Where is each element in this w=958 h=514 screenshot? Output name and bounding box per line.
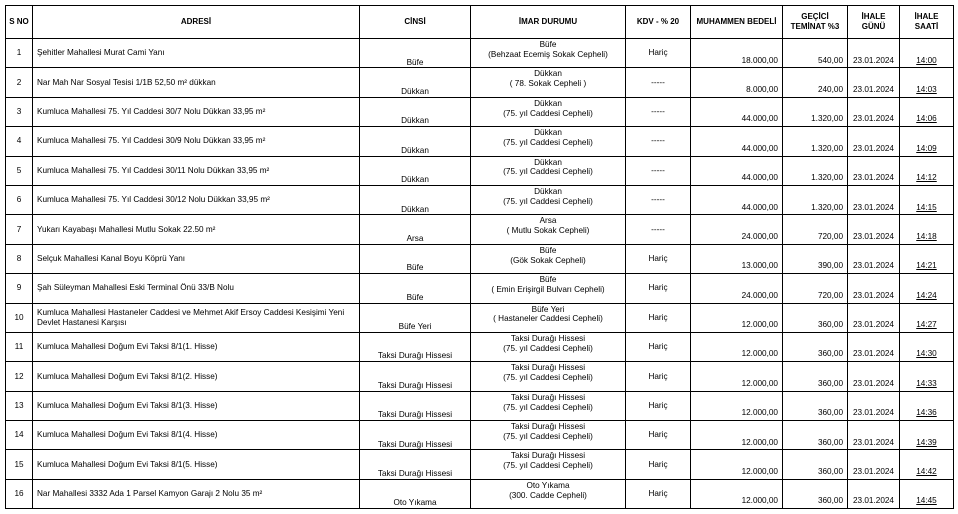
row-deposit-cell: 360,00 [783, 332, 848, 361]
row-address-cell: Selçuk Mahallesi Kanal Boyu Köprü Yanı [33, 244, 360, 273]
zoning-line-1: Taksi Durağı Hissesi [510, 422, 586, 432]
row-deposit-cell: 1.320,00 [783, 97, 848, 126]
zoning-line-2: ( Emin Erişirgil Bulvarı Cepheli) [491, 284, 605, 294]
row-time-cell: 14:00 [900, 39, 954, 68]
table-body [6, 39, 954, 509]
row-vat-cell: ----- [626, 68, 691, 97]
row-zoning-cell [471, 185, 626, 214]
header-row [6, 6, 954, 39]
zoning-line-2: (75. yıl Caddesi Cepheli) [503, 373, 593, 383]
zoning-line-1: Büfe [539, 40, 557, 49]
table-row [6, 68, 954, 97]
zoning-line-1: Dükkan [534, 128, 562, 138]
row-price-cell: 44.000,00 [691, 185, 783, 214]
row-time-cell: 14:18 [900, 215, 954, 244]
row-no-cell: 16 [6, 479, 33, 508]
row-type-cell: Dükkan [360, 97, 471, 126]
row-zoning-cell [471, 479, 626, 508]
zoning-line-1: Büfe [539, 275, 557, 285]
row-time-cell: 14:03 [900, 68, 954, 97]
table-row [6, 421, 954, 450]
row-zoning-cell [471, 332, 626, 361]
row-date-cell: 23.01.2024 [848, 303, 900, 332]
zoning-line-2: (75. yıl Caddesi Cepheli) [503, 138, 593, 148]
row-vat-cell: Hariç [626, 479, 691, 508]
row-time-cell: 14:36 [900, 391, 954, 420]
row-no-cell: 11 [6, 332, 33, 361]
row-type-cell: Dükkan [360, 156, 471, 185]
row-address-cell: Kumluca Mahallesi 75. Yıl Caddesi 30/12 Nolu Dükkan 33,95 m² [33, 185, 360, 214]
zoning-line-2: (75. yıl Caddesi Cepheli) [503, 167, 593, 177]
row-type-cell: Arsa [360, 215, 471, 244]
row-address-cell: Kumluca Mahallesi 75. Yıl Caddesi 30/9 Nolu Dükkan 33,95 m² [33, 127, 360, 156]
row-type-cell: Dükkan [360, 68, 471, 97]
row-price-cell: 12.000,00 [691, 332, 783, 361]
row-price-cell: 12.000,00 [691, 362, 783, 391]
zoning-line-2: (75. yıl Caddesi Cepheli) [503, 402, 593, 412]
row-zoning-cell [471, 421, 626, 450]
row-time-cell: 14:21 [900, 244, 954, 273]
table-row [6, 215, 954, 244]
row-date-cell: 23.01.2024 [848, 127, 900, 156]
row-time-cell: 14:39 [900, 421, 954, 450]
table-row [6, 97, 954, 126]
row-no-cell: 12 [6, 362, 33, 391]
header-sno: S NO [6, 6, 33, 39]
row-price-cell: 8.000,00 [691, 68, 783, 97]
row-address-cell: Nar Mah Nar Sosyal Tesisi 1/1B 52,50 m² dükkan [33, 68, 360, 97]
row-type-cell: Taksi Durağı Hissesi [360, 332, 471, 361]
row-deposit-cell: 360,00 [783, 362, 848, 391]
row-date-cell: 23.01.2024 [848, 479, 900, 508]
header-cins: CİNSİ [360, 6, 471, 39]
row-date-cell: 23.01.2024 [848, 39, 900, 68]
row-date-cell: 23.01.2024 [848, 391, 900, 420]
row-time-cell: 14:15 [900, 185, 954, 214]
row-date-cell: 23.01.2024 [848, 215, 900, 244]
row-zoning-cell [471, 303, 626, 332]
table-row [6, 303, 954, 332]
row-deposit-cell: 360,00 [783, 450, 848, 479]
table-row [6, 127, 954, 156]
row-price-cell: 44.000,00 [691, 97, 783, 126]
zoning-line-1: Dükkan [534, 186, 562, 196]
header-bedel: MUHAMMEN BEDELİ [691, 6, 783, 39]
auction-table [5, 5, 954, 509]
row-vat-cell: Hariç [626, 450, 691, 479]
row-no-cell: 4 [6, 127, 33, 156]
zoning-line-1: Dükkan [534, 69, 562, 79]
row-deposit-cell: 1.320,00 [783, 185, 848, 214]
row-vat-cell: ----- [626, 127, 691, 156]
row-price-cell: 18.000,00 [691, 39, 783, 68]
row-type-cell: Dükkan [360, 185, 471, 214]
row-deposit-cell: 360,00 [783, 421, 848, 450]
row-vat-cell: Hariç [626, 391, 691, 420]
row-vat-cell: Hariç [626, 39, 691, 68]
row-type-cell: Taksi Durağı Hissesi [360, 391, 471, 420]
row-address-cell: Kumluca Mahallesi Doğum Evi Taksi 8/1(2. Hisse) [33, 362, 360, 391]
row-no-cell: 3 [6, 97, 33, 126]
row-deposit-cell: 1.320,00 [783, 156, 848, 185]
zoning-line-2: (75. yıl Caddesi Cepheli) [503, 461, 593, 471]
zoning-line-2: ( Hastaneler Caddesi Cepheli) [493, 314, 603, 324]
row-date-cell: 23.01.2024 [848, 274, 900, 303]
row-type-cell: Oto Yıkama [360, 479, 471, 508]
row-vat-cell: Hariç [626, 303, 691, 332]
row-zoning-cell [471, 450, 626, 479]
header-gun: İHALE GÜNÜ [848, 6, 900, 39]
row-vat-cell: Hariç [626, 274, 691, 303]
header-saat: İHALE SAATİ [900, 6, 954, 39]
row-time-cell: 14:42 [900, 450, 954, 479]
row-type-cell: Büfe Yeri [360, 303, 471, 332]
row-type-cell: Büfe [360, 244, 471, 273]
row-no-cell: 13 [6, 391, 33, 420]
row-date-cell: 23.01.2024 [848, 332, 900, 361]
table-row [6, 391, 954, 420]
row-address-cell: Kumluca Mahallesi 75. Yıl Caddesi 30/7 Nolu Dükkan 33,95 m² [33, 97, 360, 126]
row-price-cell: 44.000,00 [691, 156, 783, 185]
row-address-cell: Kumluca Mahallesi 75. Yıl Caddesi 30/11 Nolu Dükkan 33,95 m² [33, 156, 360, 185]
row-address-cell: Kumluca Mahallesi Doğum Evi Taksi 8/1(4. Hisse) [33, 421, 360, 450]
row-type-cell: Taksi Durağı Hissesi [360, 450, 471, 479]
row-address-cell: Yukarı Kayabaşı Mahallesi Mutlu Sokak 22.50 m² [33, 215, 360, 244]
row-address-cell: Kumluca Mahallesi Doğum Evi Taksi 8/1(5. Hisse) [33, 450, 360, 479]
row-deposit-cell: 390,00 [783, 244, 848, 273]
row-address-cell: Kumluca Mahallesi Doğum Evi Taksi 8/1(3. Hisse) [33, 391, 360, 420]
row-vat-cell: Hariç [626, 362, 691, 391]
table-row [6, 362, 954, 391]
row-vat-cell: ----- [626, 185, 691, 214]
zoning-line-1: Taksi Durağı Hissesi [510, 451, 586, 461]
zoning-line-1: Oto Yıkama [526, 480, 570, 490]
table-row [6, 39, 954, 68]
row-time-cell: 14:33 [900, 362, 954, 391]
row-vat-cell: Hariç [626, 332, 691, 361]
row-no-cell: 1 [6, 39, 33, 68]
row-vat-cell: Hariç [626, 244, 691, 273]
row-zoning-cell [471, 156, 626, 185]
row-time-cell: 14:30 [900, 332, 954, 361]
row-deposit-cell: 240,00 [783, 68, 848, 97]
row-address-cell: Kumluca Mahallesi Doğum Evi Taksi 8/1(1. Hisse) [33, 332, 360, 361]
row-no-cell: 10 [6, 303, 33, 332]
row-time-cell: 14:27 [900, 303, 954, 332]
zoning-line-1: Dükkan [534, 98, 562, 108]
row-no-cell: 14 [6, 421, 33, 450]
row-time-cell: 14:12 [900, 156, 954, 185]
row-vat-cell: Hariç [626, 421, 691, 450]
row-price-cell: 13.000,00 [691, 244, 783, 273]
row-date-cell: 23.01.2024 [848, 450, 900, 479]
row-no-cell: 8 [6, 244, 33, 273]
row-deposit-cell: 720,00 [783, 274, 848, 303]
row-price-cell: 12.000,00 [691, 450, 783, 479]
row-type-cell: Büfe [360, 39, 471, 68]
row-vat-cell: ----- [626, 97, 691, 126]
zoning-line-2: (Gök Sokak Cepheli) [510, 255, 586, 265]
row-zoning-cell [471, 39, 626, 68]
zoning-line-1: Taksi Durağı Hissesi [510, 363, 586, 373]
row-no-cell: 5 [6, 156, 33, 185]
row-address-cell: Kumluca Mahallesi Hastaneler Caddesi ve Mehmet Akif Ersoy Caddesi Kesişimi Yeni Devlet Hastanesi Karşısı [33, 303, 360, 332]
row-price-cell: 12.000,00 [691, 391, 783, 420]
zoning-line-1: Büfe [539, 245, 557, 255]
table-row [6, 244, 954, 273]
zoning-line-2: (75. yıl Caddesi Cepheli) [503, 343, 593, 353]
table-row [6, 479, 954, 508]
row-no-cell: 2 [6, 68, 33, 97]
row-vat-cell: ----- [626, 215, 691, 244]
zoning-line-1: Taksi Durağı Hissesi [510, 392, 586, 402]
zoning-line-2: (75. yıl Caddesi Cepheli) [503, 196, 593, 206]
row-address-cell: Nar Mahallesi 3332 Ada 1 Parsel Kamyon Garajı 2 Nolu 35 m² [33, 479, 360, 508]
zoning-line-2: (300. Cadde Cepheli) [509, 490, 587, 500]
row-date-cell: 23.01.2024 [848, 97, 900, 126]
row-price-cell: 12.000,00 [691, 303, 783, 332]
row-zoning-cell [471, 244, 626, 273]
row-type-cell: Büfe [360, 274, 471, 303]
row-no-cell: 7 [6, 215, 33, 244]
row-no-cell: 6 [6, 185, 33, 214]
zoning-line-1: Büfe Yeri [531, 304, 565, 314]
row-time-cell: 14:06 [900, 97, 954, 126]
row-deposit-cell: 360,00 [783, 391, 848, 420]
row-deposit-cell: 540,00 [783, 39, 848, 68]
row-date-cell: 23.01.2024 [848, 421, 900, 450]
row-zoning-cell [471, 274, 626, 303]
row-deposit-cell: 1.320,00 [783, 127, 848, 156]
zoning-line-1: Dükkan [534, 157, 562, 167]
row-date-cell: 23.01.2024 [848, 185, 900, 214]
row-date-cell: 23.01.2024 [848, 362, 900, 391]
row-price-cell: 12.000,00 [691, 421, 783, 450]
row-type-cell: Dükkan [360, 127, 471, 156]
row-address-cell: Şah Süleyman Mahallesi Eski Terminal Önü 33/B Nolu [33, 274, 360, 303]
row-zoning-cell [471, 97, 626, 126]
zoning-line-1: Taksi Durağı Hissesi [510, 333, 586, 343]
row-date-cell: 23.01.2024 [848, 244, 900, 273]
table-row [6, 450, 954, 479]
header-imar: İMAR DURUMU [471, 6, 626, 39]
table-row [6, 156, 954, 185]
header-teminat: GEÇİCİ TEMİNAT %3 [783, 6, 848, 39]
row-type-cell: Taksi Durağı Hissesi [360, 421, 471, 450]
zoning-line-2: ( 78. Sokak Cepheli ) [509, 79, 587, 89]
header-kdv: KDV - % 20 [626, 6, 691, 39]
row-zoning-cell [471, 68, 626, 97]
zoning-line-2: (75. yıl Caddesi Cepheli) [503, 431, 593, 441]
row-time-cell: 14:45 [900, 479, 954, 508]
row-no-cell: 9 [6, 274, 33, 303]
row-date-cell: 23.01.2024 [848, 68, 900, 97]
zoning-line-2: (75. yıl Caddesi Cepheli) [503, 108, 593, 118]
zoning-line-2: (Behzaat Ecemiş Sokak Cepheli) [488, 49, 608, 59]
row-zoning-cell [471, 127, 626, 156]
row-time-cell: 14:09 [900, 127, 954, 156]
row-type-cell: Taksi Durağı Hissesi [360, 362, 471, 391]
row-deposit-cell: 360,00 [783, 303, 848, 332]
table-row [6, 274, 954, 303]
row-deposit-cell: 360,00 [783, 479, 848, 508]
header-adres: ADRESİ [33, 6, 360, 39]
row-vat-cell: ----- [626, 156, 691, 185]
row-price-cell: 24.000,00 [691, 274, 783, 303]
table-row [6, 185, 954, 214]
row-price-cell: 44.000,00 [691, 127, 783, 156]
row-zoning-cell [471, 362, 626, 391]
zoning-line-1: Arsa [539, 216, 557, 226]
table-row [6, 332, 954, 361]
row-no-cell: 15 [6, 450, 33, 479]
row-price-cell: 24.000,00 [691, 215, 783, 244]
row-deposit-cell: 720,00 [783, 215, 848, 244]
row-price-cell: 12.000,00 [691, 479, 783, 508]
row-time-cell: 14:24 [900, 274, 954, 303]
zoning-line-2: ( Mutlu Sokak Cepheli) [506, 226, 590, 236]
row-address-cell: Şehitler Mahallesi Murat Cami Yanı [33, 39, 360, 68]
row-zoning-cell [471, 391, 626, 420]
row-date-cell: 23.01.2024 [848, 156, 900, 185]
row-zoning-cell [471, 215, 626, 244]
